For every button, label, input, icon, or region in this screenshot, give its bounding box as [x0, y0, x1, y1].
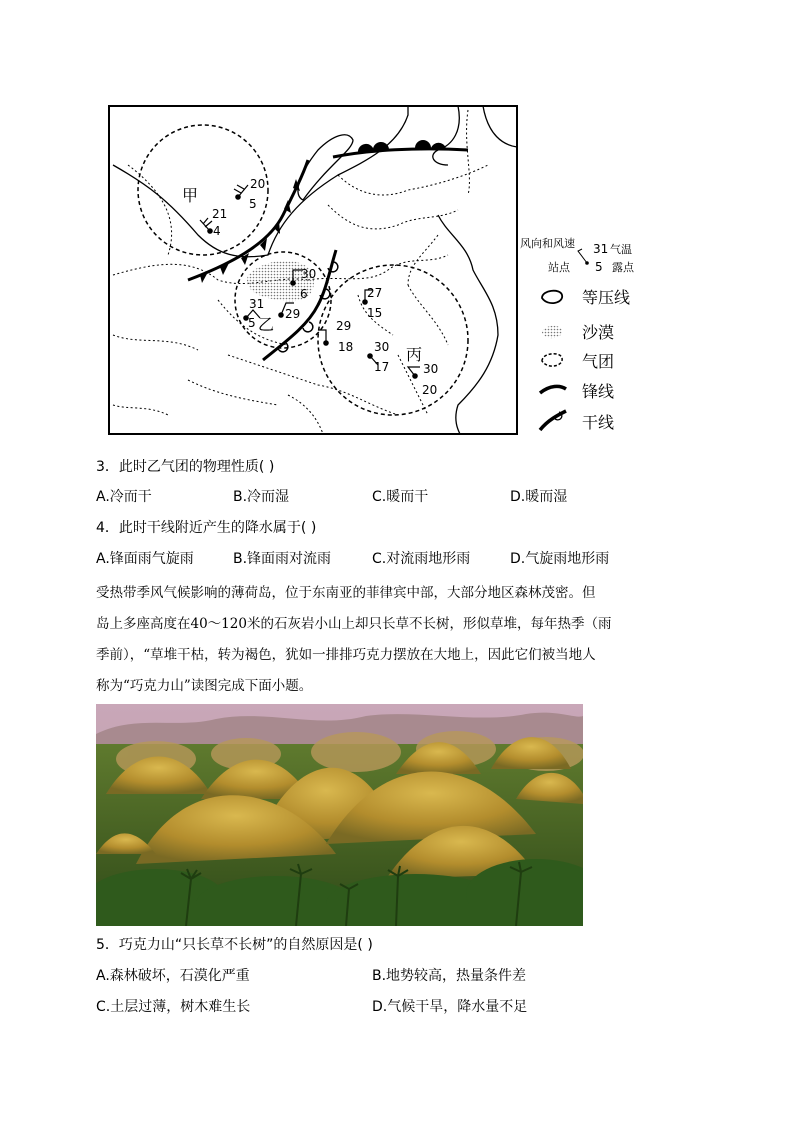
q3-option-a[interactable]: A.冷而干: [96, 489, 152, 505]
passage-line-3: 季前），“草堆干枯，转为褐色，犹如一排排巧克力摆放在大地上，因此它们被当地人: [96, 647, 596, 663]
chocolate-hills-photo: [96, 704, 583, 926]
key-dew-label: 露点: [612, 261, 634, 274]
weather-map-svg: [108, 105, 518, 435]
legend-airmass-label: 气团: [582, 352, 615, 371]
station-7-temp: 29: [336, 319, 352, 333]
passage-line-4: 称为“巧克力山”读图完成下面小题。: [96, 678, 313, 694]
label-yi: 乙: [258, 315, 275, 334]
question-5-stem: 5．巧克力山“只长草不长树”的自然原因是( ): [96, 937, 373, 953]
station-1-temp: 20: [250, 177, 266, 191]
legend-front-icon: [540, 386, 566, 393]
station-5-temp: 29: [285, 307, 301, 321]
q3-option-b[interactable]: B.冷而湿: [233, 489, 290, 505]
question-4-stem: 4．此时干线附近产生的降水属于( ): [96, 520, 317, 536]
station-6-temp: 27: [367, 286, 383, 300]
legend-airmass-icon: [542, 354, 562, 366]
key-temp-label: 气温: [610, 243, 632, 256]
legend-isobar-label: 等压线: [582, 288, 631, 307]
key-wind-label: 风向和风速: [520, 237, 575, 250]
q4-option-d[interactable]: D.气旋雨地形雨: [510, 551, 610, 567]
key-temp-value: 31: [593, 242, 609, 256]
label-jia: 甲: [182, 186, 199, 205]
station-1-dew: 5: [249, 197, 257, 211]
station-8-temp: 30: [374, 340, 390, 354]
q5-option-c[interactable]: C.土层过薄，树木难生长: [96, 999, 251, 1015]
legend-front-label: 锋线: [582, 382, 615, 401]
q5-option-a[interactable]: A.森林破坏，石漠化严重: [96, 968, 250, 984]
station-4-dew: 5: [248, 316, 256, 330]
legend-desert-icon: [542, 326, 562, 338]
q3-option-d[interactable]: D.暖而湿: [510, 489, 568, 505]
photo-svg: [96, 704, 583, 926]
station-9-temp: 30: [423, 362, 439, 376]
q4-option-b[interactable]: B.锋面雨对流雨: [233, 551, 332, 567]
station-2-dew: 4: [213, 224, 221, 238]
station-4-temp: 31: [249, 297, 265, 311]
legend-svg: [520, 235, 660, 435]
station-9-dew: 20: [422, 383, 438, 397]
passage: [96, 578, 706, 702]
station-6-dew: 15: [367, 306, 383, 320]
station-3-temp: 30: [301, 267, 317, 281]
legend-dryline-icon: [540, 411, 566, 430]
q4-option-c[interactable]: C.对流雨地形雨: [372, 551, 471, 567]
legend-desert-label: 沙漠: [582, 323, 615, 342]
key-dew-value: 5: [595, 260, 603, 274]
station-8-dew: 17: [374, 360, 390, 374]
passage-line-2: 岛上多座高度在40～120米的石灰岩小山上却只长草不长树，形似草堆，每年热季（雨: [96, 616, 612, 632]
map-legend: [520, 235, 660, 435]
legend-isobar-icon: [542, 291, 562, 303]
label-bing: 丙: [406, 345, 423, 364]
q5-option-b[interactable]: B.地势较高，热量条件差: [372, 968, 527, 984]
station-2-temp: 21: [212, 207, 228, 221]
q5-option-d[interactable]: D.气候干旱，降水量不足: [372, 999, 528, 1015]
station-key: [520, 236, 635, 274]
passage-line-1: 受热带季风气候影响的薄荷岛，位于东南亚的菲律宾中部，大部分地区森林茂密。但: [96, 585, 596, 601]
q3-option-c[interactable]: C.暖而干: [372, 489, 429, 505]
legend-dryline-label: 干线: [582, 413, 615, 432]
station-7-dew: 18: [338, 340, 354, 354]
q4-option-a[interactable]: A.锋面雨气旋雨: [96, 551, 194, 567]
key-station-label: 站点: [548, 261, 570, 274]
question-3-stem: 3．此时乙气团的物理性质( ): [96, 459, 275, 475]
weather-map: [108, 105, 518, 435]
station-3-dew: 6: [300, 287, 308, 301]
